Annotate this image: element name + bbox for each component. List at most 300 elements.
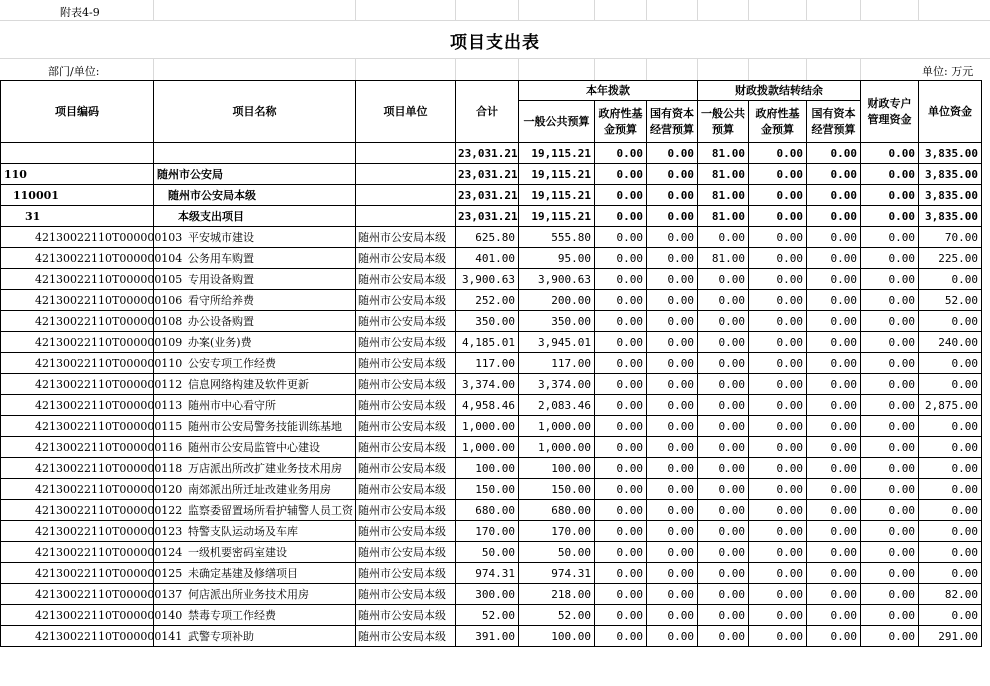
cell-project-code: 42130022110T000000104	[1, 248, 154, 269]
cell-amount: 4,958.46	[456, 395, 519, 416]
cell-amount: 0.00	[749, 143, 807, 164]
cell-amount: 625.80	[456, 227, 519, 248]
cell-amount: 0.00	[807, 626, 861, 647]
cell-project-code: 42130022110T000000109	[1, 332, 154, 353]
cell-amount: 2,083.46	[519, 395, 595, 416]
cell-amount: 240.00	[919, 332, 982, 353]
cell-amount: 0.00	[861, 290, 919, 311]
cell-amount: 3,374.00	[519, 374, 595, 395]
cell-amount: 0.00	[647, 290, 698, 311]
table-row	[1, 626, 982, 647]
cell-amount: 0.00	[861, 332, 919, 353]
cell-project-name: 看守所给养费	[154, 290, 356, 311]
cell-amount: 2,875.00	[919, 395, 982, 416]
summary-row	[1, 206, 982, 227]
cell-amount: 0.00	[861, 479, 919, 500]
cell-amount: 0.00	[861, 311, 919, 332]
cell-amount: 0.00	[861, 542, 919, 563]
cell-amount: 52.00	[919, 290, 982, 311]
cell-project-unit: 随州市公安局本级	[356, 269, 456, 290]
cell-amount: 0.00	[595, 164, 647, 185]
cell-amount: 0.00	[698, 458, 749, 479]
table-row	[1, 542, 982, 563]
cell-amount: 0.00	[749, 626, 807, 647]
cell-amount: 0.00	[749, 311, 807, 332]
cell-project-name: 未确定基建及修缮项目	[154, 563, 356, 584]
cell-project-name: 万店派出所改扩建业务技术用房	[154, 458, 356, 479]
cell-amount: 0.00	[698, 437, 749, 458]
cell-amount: 81.00	[698, 164, 749, 185]
cell-amount: 0.00	[919, 437, 982, 458]
cell-amount: 81.00	[698, 206, 749, 227]
cell-project-name: 信息网络构建及软件更新	[154, 374, 356, 395]
cell-amount: 0.00	[647, 542, 698, 563]
cell-amount: 0.00	[807, 605, 861, 626]
summary-row	[1, 164, 982, 185]
cell-amount: 3,945.01	[519, 332, 595, 353]
summary-row	[1, 185, 982, 206]
cell-amount: 0.00	[807, 206, 861, 227]
cell-amount: 0.00	[595, 626, 647, 647]
cell-amount: 100.00	[456, 458, 519, 479]
cell-project-code: 42130022110T000000137	[1, 584, 154, 605]
cell-amount: 974.31	[519, 563, 595, 584]
cell-project-name: 何店派出所业务技术用房	[154, 584, 356, 605]
cell-amount: 0.00	[595, 605, 647, 626]
header-total: 合计	[456, 81, 519, 143]
cell-amount: 0.00	[861, 500, 919, 521]
cell-amount: 52.00	[456, 605, 519, 626]
cell-amount: 0.00	[647, 269, 698, 290]
cell-project-name: 禁毒专项工作经费	[154, 605, 356, 626]
cell-project-unit: 随州市公安局本级	[356, 311, 456, 332]
cell-project-unit: 随州市公安局本级	[356, 395, 456, 416]
cell-project-unit: 随州市公安局本级	[356, 332, 456, 353]
cell-amount: 0.00	[861, 374, 919, 395]
cell-amount: 0.00	[861, 458, 919, 479]
cell-project-code: 42130022110T000000122	[1, 500, 154, 521]
cell-amount: 81.00	[698, 248, 749, 269]
cell-amount: 0.00	[861, 416, 919, 437]
cell-amount: 0.00	[647, 185, 698, 206]
cell-project-code: 110	[1, 164, 154, 185]
cell-amount: 0.00	[807, 290, 861, 311]
cell-project-unit	[356, 185, 456, 206]
cell-amount: 0.00	[698, 332, 749, 353]
cell-amount: 0.00	[698, 290, 749, 311]
table-row	[1, 248, 982, 269]
cell-amount: 0.00	[647, 605, 698, 626]
header-this-year: 本年拨款	[519, 81, 698, 101]
cell-amount: 0.00	[807, 584, 861, 605]
cell-amount: 0.00	[861, 437, 919, 458]
cell-amount: 391.00	[456, 626, 519, 647]
cell-amount: 0.00	[647, 584, 698, 605]
cell-amount: 0.00	[595, 584, 647, 605]
cell-amount: 0.00	[749, 374, 807, 395]
cell-amount: 0.00	[749, 437, 807, 458]
cell-project-unit: 随州市公安局本级	[356, 416, 456, 437]
cell-amount: 1,000.00	[456, 437, 519, 458]
cell-amount: 0.00	[749, 248, 807, 269]
cell-amount: 0.00	[647, 374, 698, 395]
cell-amount: 0.00	[647, 521, 698, 542]
cell-project-code: 42130022110T000000115	[1, 416, 154, 437]
cell-amount: 0.00	[698, 563, 749, 584]
cell-amount: 0.00	[749, 416, 807, 437]
cell-project-code: 31	[1, 206, 154, 227]
cell-amount: 0.00	[595, 458, 647, 479]
cell-project-code: 42130022110T000000140	[1, 605, 154, 626]
cell-amount: 3,835.00	[919, 206, 982, 227]
cell-amount: 0.00	[919, 311, 982, 332]
header-state-capital: 国有资本经营预算	[647, 101, 698, 143]
cell-amount: 0.00	[919, 542, 982, 563]
cell-project-code: 42130022110T000000106	[1, 290, 154, 311]
cell-project-name: 南郊派出所迁址改建业务用房	[154, 479, 356, 500]
cell-project-name: 随州市中心看守所	[154, 395, 356, 416]
cell-amount: 95.00	[519, 248, 595, 269]
cell-amount: 117.00	[456, 353, 519, 374]
cell-amount: 0.00	[919, 374, 982, 395]
cell-amount: 0.00	[749, 521, 807, 542]
cell-amount: 0.00	[647, 311, 698, 332]
cell-amount: 0.00	[861, 626, 919, 647]
cell-amount: 0.00	[749, 185, 807, 206]
cell-amount: 0.00	[647, 206, 698, 227]
cell-amount: 50.00	[519, 542, 595, 563]
cell-amount: 0.00	[698, 395, 749, 416]
table-header	[1, 81, 982, 143]
cell-project-code: 42130022110T000000141	[1, 626, 154, 647]
cell-amount: 23,031.21	[456, 143, 519, 164]
cell-project-name: 随州市公安局警务技能训练基地	[154, 416, 356, 437]
cell-amount: 0.00	[595, 374, 647, 395]
cell-amount: 0.00	[698, 626, 749, 647]
cell-amount: 974.31	[456, 563, 519, 584]
cell-amount: 52.00	[519, 605, 595, 626]
cell-amount: 0.00	[807, 143, 861, 164]
cell-amount: 3,835.00	[919, 164, 982, 185]
cell-project-unit: 随州市公安局本级	[356, 584, 456, 605]
cell-amount: 680.00	[456, 500, 519, 521]
cell-project-unit: 随州市公安局本级	[356, 479, 456, 500]
cell-amount: 0.00	[698, 479, 749, 500]
cell-amount: 0.00	[595, 206, 647, 227]
cell-amount: 0.00	[749, 353, 807, 374]
cell-amount: 0.00	[698, 416, 749, 437]
cell-amount: 50.00	[456, 542, 519, 563]
cell-project-name: 随州市公安局监管中心建设	[154, 437, 356, 458]
cell-amount: 0.00	[861, 563, 919, 584]
cell-amount: 0.00	[861, 584, 919, 605]
cell-amount: 0.00	[919, 479, 982, 500]
cell-amount: 0.00	[647, 164, 698, 185]
cell-amount: 23,031.21	[456, 206, 519, 227]
cell-amount: 300.00	[456, 584, 519, 605]
cell-amount: 0.00	[595, 290, 647, 311]
cell-amount: 0.00	[749, 206, 807, 227]
cell-amount: 0.00	[698, 227, 749, 248]
cell-amount: 0.00	[807, 458, 861, 479]
header-special-account: 财政专户管理资金	[861, 81, 919, 143]
cell-amount: 0.00	[647, 395, 698, 416]
cell-amount: 555.80	[519, 227, 595, 248]
page-title: 项目支出表	[450, 33, 540, 53]
table-row	[1, 437, 982, 458]
cell-project-unit: 随州市公安局本级	[356, 437, 456, 458]
table-row	[1, 479, 982, 500]
cell-amount: 0.00	[595, 227, 647, 248]
header-general-budget-carryover: 一般公共预算	[698, 101, 749, 143]
cell-amount: 0.00	[749, 332, 807, 353]
cell-amount: 0.00	[919, 563, 982, 584]
cell-amount: 0.00	[595, 269, 647, 290]
cell-amount: 0.00	[807, 437, 861, 458]
cell-amount: 19,115.21	[519, 185, 595, 206]
cell-project-name: 公务用车购置	[154, 248, 356, 269]
cell-amount: 0.00	[807, 311, 861, 332]
cell-amount: 3,835.00	[919, 185, 982, 206]
cell-amount: 0.00	[647, 248, 698, 269]
cell-amount: 291.00	[919, 626, 982, 647]
cell-amount: 0.00	[807, 374, 861, 395]
cell-amount: 0.00	[595, 248, 647, 269]
cell-amount: 23,031.21	[456, 164, 519, 185]
table-row	[1, 563, 982, 584]
cell-amount: 70.00	[919, 227, 982, 248]
cell-amount: 0.00	[919, 605, 982, 626]
cell-amount: 170.00	[519, 521, 595, 542]
cell-project-unit: 随州市公安局本级	[356, 500, 456, 521]
cell-project-code: 110001	[1, 185, 154, 206]
cell-amount: 0.00	[807, 164, 861, 185]
cell-amount: 0.00	[807, 479, 861, 500]
cell-project-unit: 随州市公安局本级	[356, 563, 456, 584]
header-carryover: 财政拨款结转结余	[698, 81, 861, 101]
cell-project-code: 42130022110T000000105	[1, 269, 154, 290]
cell-amount: 0.00	[698, 269, 749, 290]
cell-amount: 0.00	[919, 500, 982, 521]
cell-amount: 0.00	[749, 542, 807, 563]
cell-amount: 0.00	[861, 185, 919, 206]
cell-project-name: 公安专项工作经费	[154, 353, 356, 374]
cell-project-unit: 随州市公安局本级	[356, 353, 456, 374]
header-general-budget: 一般公共预算	[519, 101, 595, 143]
cell-amount: 170.00	[456, 521, 519, 542]
header-gov-fund-carryover: 政府性基金预算	[749, 101, 807, 143]
cell-amount: 0.00	[647, 353, 698, 374]
cell-amount: 0.00	[595, 563, 647, 584]
cell-amount: 401.00	[456, 248, 519, 269]
cell-project-code: 42130022110T000000110	[1, 353, 154, 374]
cell-amount: 0.00	[807, 563, 861, 584]
cell-amount: 0.00	[595, 332, 647, 353]
cell-amount: 81.00	[698, 185, 749, 206]
table-row	[1, 521, 982, 542]
cell-amount: 0.00	[861, 521, 919, 542]
cell-amount: 1,000.00	[519, 416, 595, 437]
cell-project-name: 一级机要密码室建设	[154, 542, 356, 563]
header-gov-fund: 政府性基金预算	[595, 101, 647, 143]
cell-project-code: 42130022110T000000120	[1, 479, 154, 500]
cell-amount: 0.00	[647, 500, 698, 521]
cell-amount: 0.00	[919, 353, 982, 374]
cell-amount: 0.00	[595, 185, 647, 206]
cell-amount: 100.00	[519, 458, 595, 479]
header-code: 项目编码	[1, 81, 154, 143]
cell-amount: 350.00	[519, 311, 595, 332]
cell-project-name: 办公设备购置	[154, 311, 356, 332]
cell-amount: 0.00	[861, 227, 919, 248]
cell-amount: 0.00	[698, 605, 749, 626]
cell-project-name: 特警支队运动场及车库	[154, 521, 356, 542]
cell-amount: 0.00	[807, 416, 861, 437]
cell-amount: 200.00	[519, 290, 595, 311]
header-state-capital-carryover: 国有资本经营预算	[807, 101, 861, 143]
cell-amount: 0.00	[595, 437, 647, 458]
cell-project-unit: 随州市公安局本级	[356, 626, 456, 647]
cell-amount: 0.00	[861, 248, 919, 269]
cell-project-code: 42130022110T000000116	[1, 437, 154, 458]
cell-amount: 0.00	[807, 269, 861, 290]
cell-amount: 82.00	[919, 584, 982, 605]
cell-amount: 0.00	[749, 164, 807, 185]
cell-amount: 4,185.01	[456, 332, 519, 353]
cell-amount: 0.00	[698, 311, 749, 332]
cell-amount: 0.00	[647, 437, 698, 458]
cell-amount: 117.00	[519, 353, 595, 374]
cell-amount: 0.00	[698, 584, 749, 605]
cell-amount: 19,115.21	[519, 206, 595, 227]
cell-amount: 0.00	[749, 500, 807, 521]
cell-project-code: 42130022110T000000124	[1, 542, 154, 563]
cell-amount: 218.00	[519, 584, 595, 605]
cell-project-unit: 随州市公安局本级	[356, 248, 456, 269]
cell-project-name: 随州市公安局本级	[154, 185, 356, 206]
cell-amount: 150.00	[519, 479, 595, 500]
cell-amount: 0.00	[647, 416, 698, 437]
cell-amount: 0.00	[861, 605, 919, 626]
cell-project-name: 专用设备购置	[154, 269, 356, 290]
cell-amount: 0.00	[861, 269, 919, 290]
table-row	[1, 584, 982, 605]
department-label: 部门/单位:	[48, 65, 100, 78]
cell-project-code: 42130022110T000000108	[1, 311, 154, 332]
cell-amount: 0.00	[807, 185, 861, 206]
cell-project-code: 42130022110T000000112	[1, 374, 154, 395]
cell-amount: 225.00	[919, 248, 982, 269]
cell-amount: 0.00	[919, 269, 982, 290]
cell-project-code: 42130022110T000000113	[1, 395, 154, 416]
cell-amount: 0.00	[807, 332, 861, 353]
table-row	[1, 227, 982, 248]
cell-amount: 680.00	[519, 500, 595, 521]
cell-amount: 0.00	[647, 479, 698, 500]
cell-amount: 0.00	[807, 395, 861, 416]
project-expenditure-table	[0, 80, 982, 647]
cell-amount: 0.00	[861, 395, 919, 416]
cell-project-name: 随州市公安局	[154, 164, 356, 185]
cell-amount: 0.00	[749, 605, 807, 626]
cell-amount: 0.00	[647, 563, 698, 584]
cell-amount: 0.00	[749, 584, 807, 605]
cell-project-unit: 随州市公安局本级	[356, 605, 456, 626]
table-row	[1, 416, 982, 437]
cell-amount: 23,031.21	[456, 185, 519, 206]
cell-amount: 0.00	[595, 500, 647, 521]
header-own-funds: 单位资金	[919, 81, 982, 143]
cell-project-code: 42130022110T000000118	[1, 458, 154, 479]
cell-amount: 0.00	[807, 500, 861, 521]
table-row	[1, 269, 982, 290]
cell-amount: 0.00	[807, 248, 861, 269]
cell-amount: 0.00	[647, 227, 698, 248]
cell-amount: 3,835.00	[919, 143, 982, 164]
table-row	[1, 374, 982, 395]
cell-amount: 1,000.00	[456, 416, 519, 437]
cell-amount: 0.00	[595, 416, 647, 437]
cell-amount: 0.00	[807, 227, 861, 248]
cell-project-unit: 随州市公安局本级	[356, 542, 456, 563]
cell-amount: 0.00	[807, 353, 861, 374]
cell-amount: 3,374.00	[456, 374, 519, 395]
table-row	[1, 500, 982, 521]
cell-amount: 252.00	[456, 290, 519, 311]
cell-amount: 0.00	[749, 563, 807, 584]
cell-project-unit: 随州市公安局本级	[356, 458, 456, 479]
cell-project-unit: 随州市公安局本级	[356, 290, 456, 311]
cell-amount: 0.00	[595, 479, 647, 500]
cell-project-name: 平安城市建设	[154, 227, 356, 248]
table-row	[1, 332, 982, 353]
cell-amount: 0.00	[595, 311, 647, 332]
appendix-label: 附表4-9	[60, 6, 100, 19]
cell-amount: 81.00	[698, 143, 749, 164]
cell-amount: 0.00	[861, 164, 919, 185]
cell-amount: 0.00	[807, 542, 861, 563]
cell-project-unit: 随州市公安局本级	[356, 227, 456, 248]
cell-project-name: 办案(业务)费	[154, 332, 356, 353]
table-row	[1, 458, 982, 479]
cell-amount: 0.00	[698, 500, 749, 521]
table-body	[1, 143, 982, 647]
cell-amount: 19,115.21	[519, 143, 595, 164]
cell-amount: 19,115.21	[519, 164, 595, 185]
cell-project-code: 42130022110T000000125	[1, 563, 154, 584]
cell-project-unit: 随州市公安局本级	[356, 374, 456, 395]
cell-amount: 0.00	[647, 458, 698, 479]
cell-amount: 0.00	[595, 143, 647, 164]
header-unit: 项目单位	[356, 81, 456, 143]
cell-amount: 0.00	[861, 206, 919, 227]
table-row	[1, 605, 982, 626]
header-name: 项目名称	[154, 81, 356, 143]
cell-amount: 0.00	[595, 353, 647, 374]
cell-project-name: 本级支出项目	[154, 206, 356, 227]
cell-amount: 0.00	[698, 521, 749, 542]
cell-amount: 0.00	[919, 521, 982, 542]
cell-amount: 0.00	[647, 143, 698, 164]
summary-row	[1, 143, 982, 164]
unit-label: 单位: 万元	[922, 65, 974, 78]
cell-amount: 0.00	[647, 626, 698, 647]
cell-project-name: 监察委留置场所看护辅警人员工资	[154, 500, 356, 521]
cell-amount: 100.00	[519, 626, 595, 647]
cell-project-unit	[356, 164, 456, 185]
cell-amount: 3,900.63	[519, 269, 595, 290]
cell-amount: 0.00	[698, 353, 749, 374]
